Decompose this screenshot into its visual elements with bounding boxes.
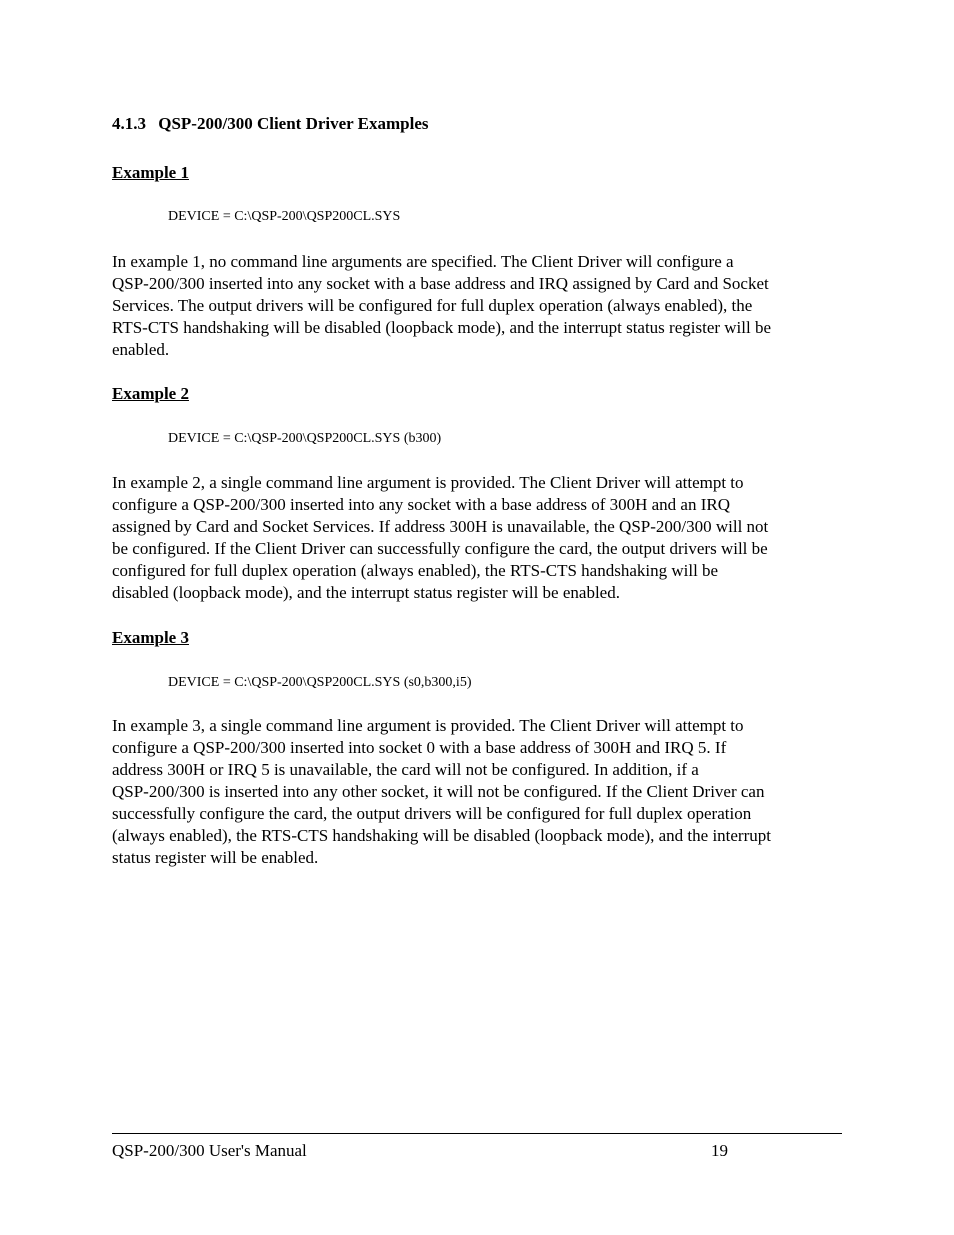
paragraph-line: successfully configure the card, the output drivers will be configured for full duplex operation — [112, 804, 752, 823]
section-number: 4.1.3 — [112, 114, 146, 133]
example-2-title: Example 2 — [112, 384, 189, 403]
paragraph-line: QSP-200/300 is inserted into any other socket, it will not be configured. If the Client Driver can — [112, 782, 765, 801]
example-1-paragraph — [112, 251, 842, 361]
footer-page-number: 19 — [711, 1141, 728, 1160]
example-1-command: DEVICE = C:\QSP-200\QSP200CL.SYS — [168, 209, 401, 224]
footer-divider — [112, 1133, 842, 1134]
paragraph-line: address 300H or IRQ 5 is unavailable, the card will not be configured. In addition, if a — [112, 760, 699, 779]
example-3-paragraph — [112, 715, 842, 869]
section-heading — [112, 114, 429, 134]
paragraph-line: In example 3, a single command line argument is provided. The Client Driver will attempt to — [112, 716, 744, 735]
example-2-paragraph — [112, 472, 842, 604]
paragraph-line: configure a QSP-200/300 inserted into socket 0 with a base address of 300H and IRQ 5. If — [112, 738, 727, 757]
paragraph-line: QSP-200/300 inserted into any socket with a base address and IRQ assigned by Card and Socket — [112, 274, 769, 293]
example-3-title: Example 3 — [112, 628, 189, 647]
footer-manual-title: QSP-200/300 User's Manual — [112, 1141, 307, 1160]
paragraph-line: configure a QSP-200/300 inserted into any socket with a base address of 300H and an IRQ — [112, 495, 731, 514]
section-title: QSP-200/300 Client Driver Examples — [158, 114, 429, 133]
example-1-title: Example 1 — [112, 163, 189, 182]
paragraph-line: Services. The output drivers will be configured for full duplex operation (always enabled), the — [112, 296, 753, 315]
example-3-command: DEVICE = C:\QSP-200\QSP200CL.SYS (s0,b300,i5) — [168, 675, 472, 690]
paragraph-line: be configured. If the Client Driver can successfully configure the card, the output drivers will be — [112, 539, 768, 558]
paragraph-line: disabled (loopback mode), and the interrupt status register will be enabled. — [112, 583, 620, 602]
paragraph-line: enabled. — [112, 340, 170, 359]
paragraph-line: configured for full duplex operation (always enabled), the RTS-CTS handshaking will be — [112, 561, 719, 580]
paragraph-line: In example 1, no command line arguments are specified. The Client Driver will configure a — [112, 252, 734, 271]
paragraph-line: status register will be enabled. — [112, 848, 319, 867]
paragraph-line: (always enabled), the RTS-CTS handshaking will be disabled (loopback mode), and the interrupt — [112, 826, 771, 845]
paragraph-line: assigned by Card and Socket Services. If address 300H is unavailable, the QSP-200/300 will not — [112, 517, 769, 536]
example-2-command: DEVICE = C:\QSP-200\QSP200CL.SYS (b300) — [168, 431, 442, 446]
paragraph-line: RTS-CTS handshaking will be disabled (loopback mode), and the interrupt status register will be — [112, 318, 772, 337]
paragraph-line: In example 2, a single command line argument is provided. The Client Driver will attempt to — [112, 473, 744, 492]
